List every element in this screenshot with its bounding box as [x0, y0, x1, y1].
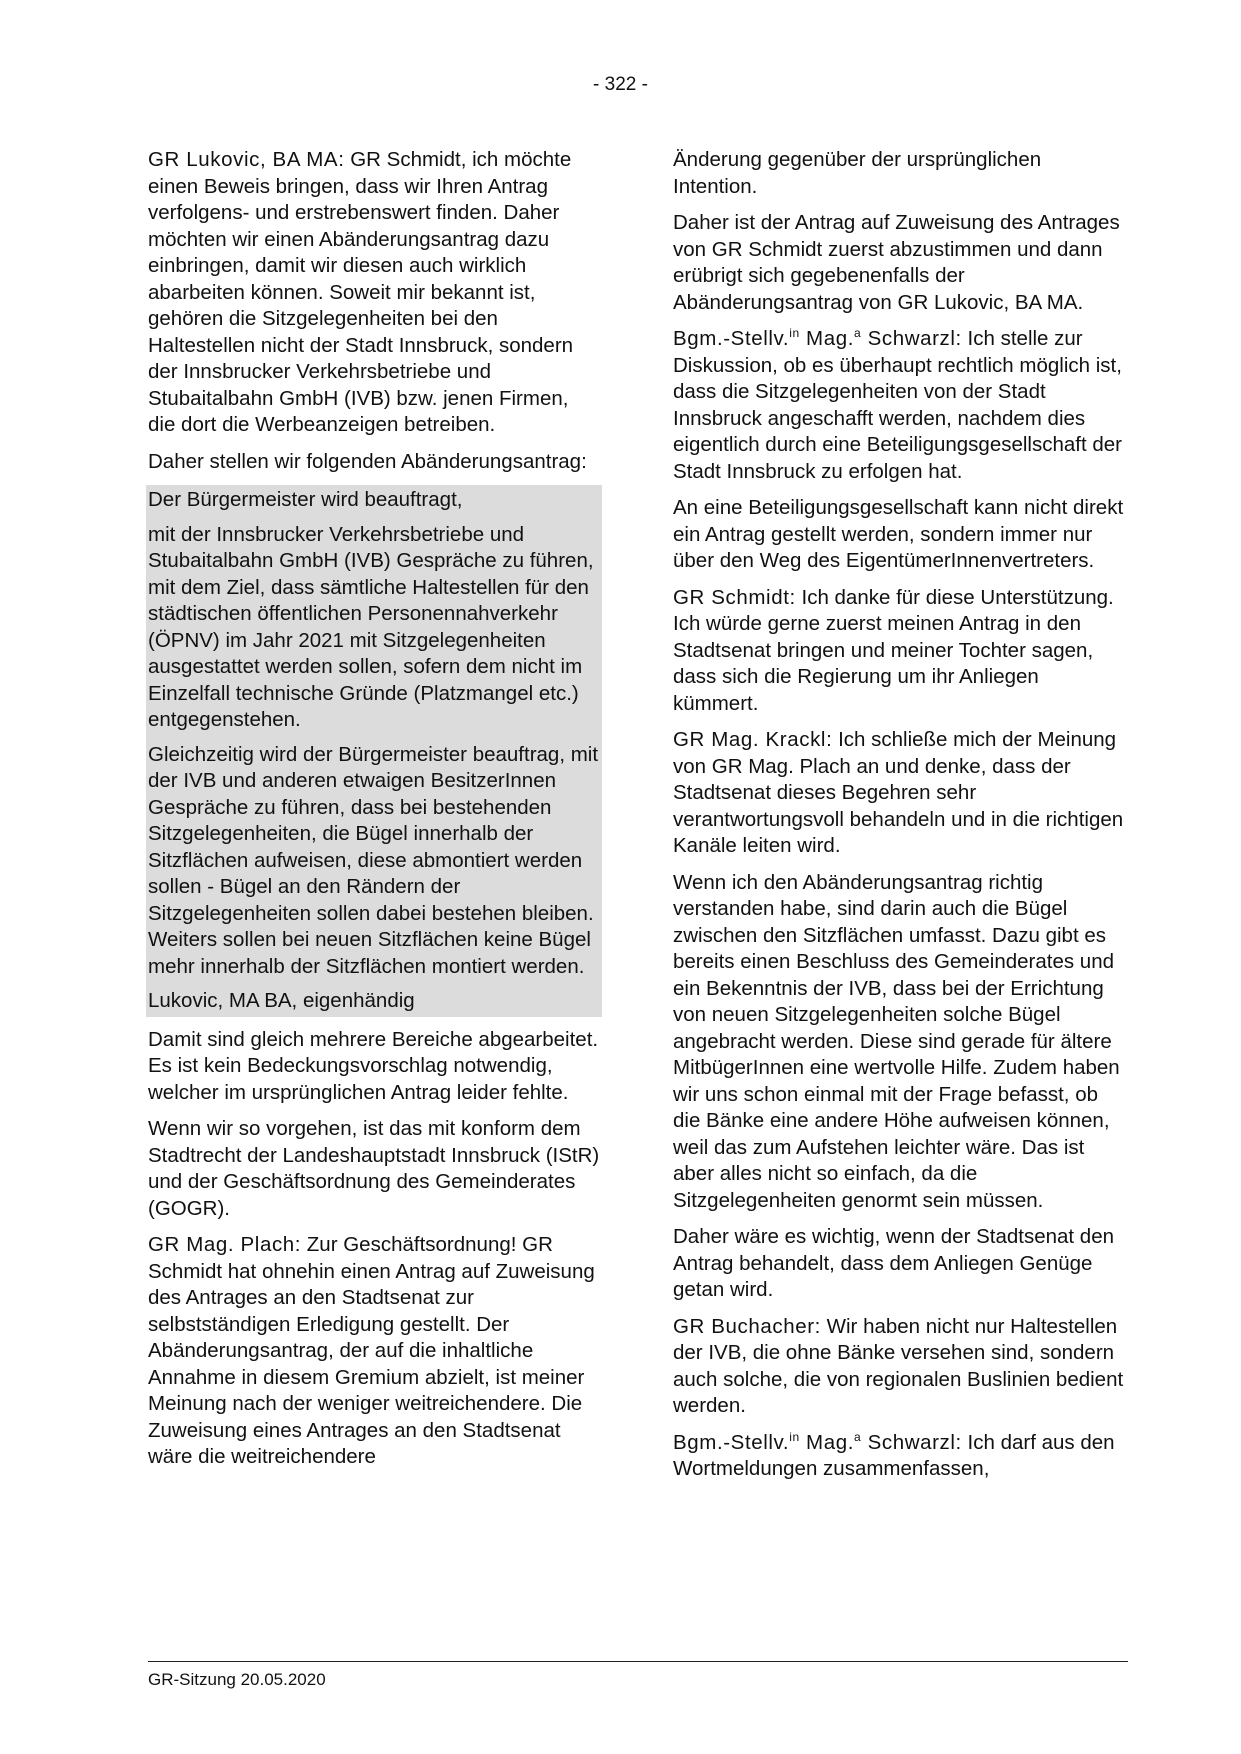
motion-paragraph: mit der Innsbrucker Verkehrsbetriebe und Stubaitalbahn GmbH (IVB) Gespräche zu führen, mit dem Ziel, dass sämtliche Haltestellen für den städtischen öffentlichen Personennahverkehr (ÖPNV) im Jahr 2021 mit Sitzgelegenheiten ausgestattet werden sollen, sofern dem nicht im Einzelfall technische Gründe (Platzmangel etc.) entgegenstehen. [148, 522, 594, 731]
speech-text: Zur Geschäftsordnung! GR Schmidt hat ohnehin einen Antrag auf Zuweisung des Antrages an den Stadtsenat zur selbstständigen Erledigung gestellt. Der Abänderungsantrag, der auf die inhaltliche Annahme in diesem Gremium abzielt, ist meiner Meinung nach der weniger weitreichendere. Die Zuweisung eines Antrages an den Stadtsenat wäre die weitreichendere [148, 1233, 595, 1468]
paragraph [673, 727, 1125, 860]
speech-text: Wir haben nicht nur Haltestellen der IVB, die ohne Bänke versehen sind, sondern auch solche, die von regionalen Buslinien bedient werden. [673, 1314, 1124, 1417]
right-column [673, 147, 1125, 1493]
paragraph: Daher wäre es wichtig, wenn der Stadtsenat den Antrag behandelt, dass dem Anliegen Genüge getan wird. [673, 1225, 1115, 1301]
paragraph [148, 1232, 600, 1471]
paragraph [673, 585, 1125, 718]
motion-paragraph: Gleichzeitig wird der Bürgermeister beauftrag, mit der IVB und anderen etwaigen BesitzerInnen Gespräche zu führen, dass bei bestehenden Sitzgelegenheiten, die Bügel innerhalb der Sitzflächen aufweisen, diese abmontiert werden sollen - Bügel an den Rändern der Sitzgelegenheiten sollen dabei bestehen bleiben. Weiters sollen bei neuen Sitzflächen keine Bügel mehr innerhalb der Sitzflächen montiert werden. [148, 742, 599, 978]
footer-divider [148, 1661, 1128, 1662]
paragraph: An eine Beteiligungsgesellschaft kann nicht direkt ein Antrag gestellt werden, sondern immer nur über den Weg des EigentümerInnenvertreters. [673, 496, 1124, 572]
paragraph: Daher ist der Antrag auf Zuweisung des Antrages von GR Schmidt zuerst abzustimmen und dann erübrigt sich gegebenenfalls der Abänderungsantrag von GR Lukovic, BA MA. [673, 211, 1120, 314]
speech-text: Ich stelle zur Diskussion, ob es überhaupt rechtlich möglich ist, dass die Sitzgelegenheiten von der Stadt Innsbruck angeschafft werden, nachdem dies eigentlich durch eine Beteiligungsgesellschaft der Stadt Innsbruck zu erfolgen hat. [673, 327, 1123, 483]
paragraph [673, 1430, 1125, 1483]
footer-text: GR-Sitzung 20.05.2020 [148, 1670, 326, 1689]
paragraph: Änderung gegenüber der ursprünglichen Intention. [673, 148, 1042, 198]
paragraph [673, 326, 1125, 485]
left-column [148, 147, 600, 1481]
speaker-name: GR Lukovic, BA MA: [148, 148, 345, 171]
speaker-name: GR Schmidt: [673, 585, 796, 609]
speaker-name: GR Mag. Plach: [148, 1233, 302, 1256]
speaker-name: Bgm.-Stellv.$^{in}$ Mag.$^a$ Schwarzl: [673, 326, 962, 350]
paragraph: Wenn wir so vorgehen, ist das mit konform dem Stadtrecht der Landeshauptstadt Innsbruck (IStR) und der Geschäftsordnung des Gemeinderates (GOGR). [148, 1117, 600, 1220]
speaker-name: GR Mag. Krackl: [673, 728, 833, 751]
speech-text: GR Schmidt, ich möchte einen Beweis bringen, dass wir Ihren Antrag verfolgens- und erstrebenswert finden. Daher möchten wir einen Abänderungsantrag dazu einbringen, damit wir diesen auch wirklich abarbeiten können. Soweit mir bekannt ist, gehören die Sitzgelegenheiten bei den Haltestellen nicht der Stadt Innsbruck, sondern der Innsbrucker Verkehrsbetriebe und Stubaitalbahn GmbH (IVB) bzw. jenen Firmen, die dort die Werbeanzeigen betreiben. [148, 148, 574, 436]
speech-text: Ich danke für diese Unterstützung. Ich würde gerne zuerst meinen Antrag in den Stadtsenat bringen und meiner Tochter sagen, dass sich die Regierung um ihr Anliegen kümmert. [673, 585, 1114, 715]
paragraph [673, 1314, 1125, 1420]
motion-signature: Lukovic, MA BA, eigenhändig [148, 989, 415, 1012]
speech-text: Ich schließe mich der Meinung von GR Mag. Plach an und denke, dass der Stadtsenat dieses Begehren sehr verantwortungsvoll behandeln und in die richtigen Kanäle leiten wird. [673, 728, 1124, 857]
paragraph: Daher stellen wir folgenden Abänderungsantrag: [148, 449, 587, 473]
page-number: - 322 - [593, 74, 648, 95]
motion-paragraph: Der Bürgermeister wird beauftragt, [148, 488, 463, 511]
speech-text: Ich darf aus den Wortmeldungen zusammenfassen, [673, 1430, 1115, 1480]
paragraph: Wenn ich den Abänderungsantrag richtig verstanden habe, sind darin auch die Bügel zwischen den Sitzflächen umfasst. Dazu gibt es bereits einen Beschluss des Gemeinderates und ein Bekenntnis der IVB, dass bei der Errichtung von neuen Sitzgelegenheiten solche Bügel angebracht werden. Diese sind gerade für ältere MitbügerInnen eine wertvolle Hilfe. Zudem haben wir uns schon einmal mit der Frage befasst, ob die Bänke eine andere Höhe aufweisen können, weil das zum Aufstehen leichter wäre. Das ist aber alles nicht so einfach, da die Sitzgelegenheiten genormt sein müssen. [673, 870, 1120, 1212]
paragraph [148, 147, 600, 439]
speaker-name: GR Buchacher: [673, 1314, 821, 1338]
speaker-name: Bgm.-Stellv.$^{in}$ Mag.$^a$ Schwarzl: [673, 1429, 962, 1454]
motion-box [146, 485, 602, 1017]
paragraph: Damit sind gleich mehrere Bereiche abgearbeitet. Es ist kein Bedeckungsvorschlag notwendig, welcher im ursprünglichen Antrag leider fehlte. [148, 1027, 599, 1104]
